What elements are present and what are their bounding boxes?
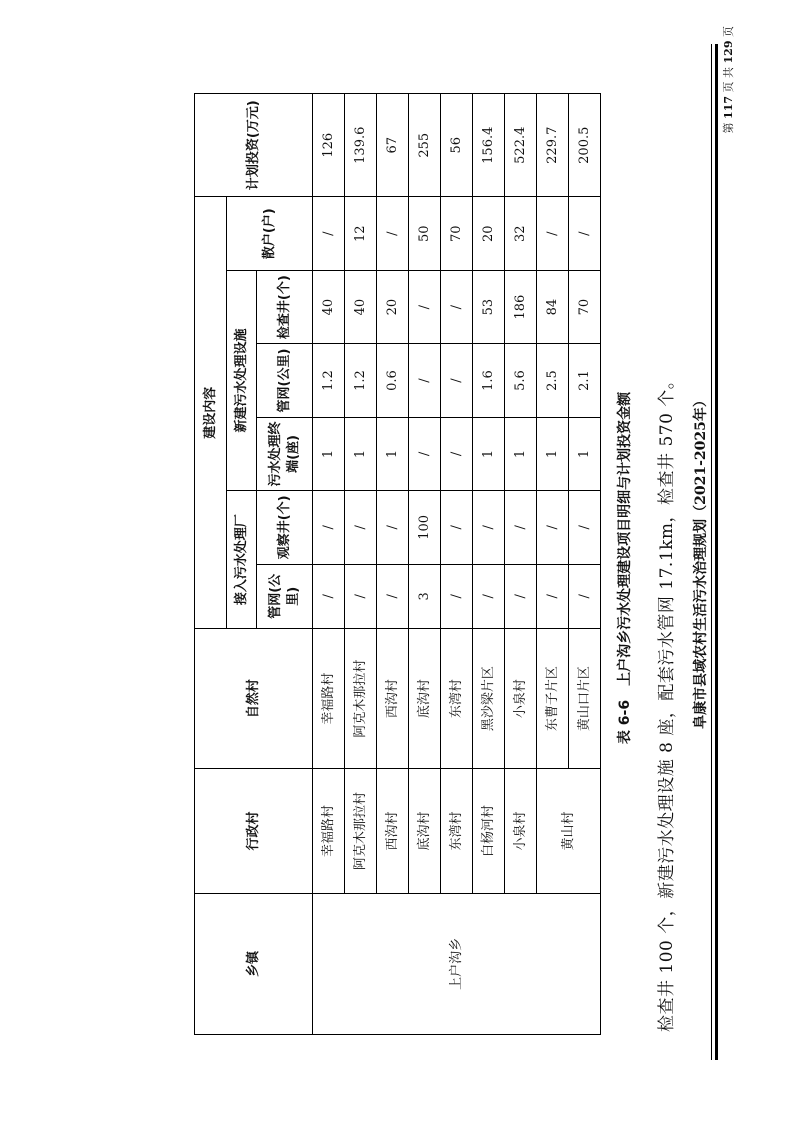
cell-scattered: / — [377, 197, 409, 270]
cell-natural-village: 阿克木那拉村 — [345, 629, 377, 769]
cell-terminal: 1 — [569, 417, 601, 490]
cell-observe-well: / — [569, 491, 601, 564]
cell-natural-village: 黄山口片区 — [569, 629, 601, 769]
cell-pipe-km-connect: / — [441, 564, 473, 629]
cell-inspect-well: 53 — [473, 270, 505, 343]
cell-terminal: / — [441, 417, 473, 490]
header-inspect-well: 检查井(个) — [257, 270, 313, 343]
cell-pipe-km-connect: 3 — [409, 564, 441, 629]
cell-investment: 67 — [377, 94, 409, 197]
cell-scattered: / — [569, 197, 601, 270]
cell-pipe-km-new: 5.6 — [505, 344, 537, 417]
cell-terminal: 1 — [377, 417, 409, 490]
header-connect-plant: 接入污水处理厂 — [227, 491, 257, 629]
header-admin-village: 行政村 — [195, 769, 313, 894]
table-caption-number: 表 6-6 — [617, 699, 633, 745]
cell-admin-village: 白杨河村 — [473, 769, 505, 894]
cell-township: 上户沟乡 — [313, 893, 601, 1034]
cell-investment: 522.4 — [505, 94, 537, 197]
cell-admin-village: 幸福路村 — [313, 769, 345, 894]
cell-observe-well: / — [313, 491, 345, 564]
cell-observe-well: / — [377, 491, 409, 564]
table-caption — [614, 0, 634, 1122]
cell-pipe-km-new: 0.6 — [377, 344, 409, 417]
cell-inspect-well: 70 — [569, 270, 601, 343]
header-natural-village: 自然村 — [195, 629, 313, 769]
cell-investment: 56 — [441, 94, 473, 197]
cell-pipe-km-new: 1.2 — [313, 344, 345, 417]
cell-scattered: 12 — [345, 197, 377, 270]
cell-terminal: 1 — [473, 417, 505, 490]
cell-observe-well: 100 — [409, 491, 441, 564]
cell-pipe-km-new: 1.6 — [473, 344, 505, 417]
cell-admin-village: 黄山村 — [537, 769, 601, 894]
cell-terminal: 1 — [537, 417, 569, 490]
cell-scattered: / — [313, 197, 345, 270]
header-scattered: 散户(户) — [227, 197, 313, 270]
cell-pipe-km-new: / — [441, 344, 473, 417]
cell-admin-village: 西沟村 — [377, 769, 409, 894]
header-pipe-km-connect: 管网(公里) — [257, 564, 313, 629]
cell-pipe-km-new: 1.2 — [345, 344, 377, 417]
cell-pipe-km-connect: / — [345, 564, 377, 629]
cell-inspect-well: 20 — [377, 270, 409, 343]
cell-admin-village: 东湾村 — [441, 769, 473, 894]
cell-investment: 139.6 — [345, 94, 377, 197]
cell-scattered: 32 — [505, 197, 537, 270]
cell-investment: 200.5 — [569, 94, 601, 197]
cell-inspect-well: 186 — [505, 270, 537, 343]
cell-natural-village: 东曹子片区 — [537, 629, 569, 769]
cell-inspect-well: 84 — [537, 270, 569, 343]
cell-scattered: 20 — [473, 197, 505, 270]
cell-pipe-km-connect: / — [505, 564, 537, 629]
cell-terminal: 1 — [313, 417, 345, 490]
page-number: 第 117 页 共 129 页 — [722, 26, 735, 134]
cell-natural-village: 黑沙梁片区 — [473, 629, 505, 769]
cell-investment: 255 — [409, 94, 441, 197]
investment-table — [194, 93, 600, 1035]
cell-admin-village: 阿克木那拉村 — [345, 769, 377, 894]
cell-natural-village: 底沟村 — [409, 629, 441, 769]
cell-scattered: 70 — [441, 197, 473, 270]
cell-observe-well: / — [537, 491, 569, 564]
header-terminal: 污水处理终端(座) — [257, 417, 313, 490]
cell-observe-well: / — [345, 491, 377, 564]
cell-pipe-km-connect: / — [537, 564, 569, 629]
cell-pipe-km-new: 2.5 — [537, 344, 569, 417]
cell-pipe-km-connect: / — [473, 564, 505, 629]
table-row — [313, 94, 345, 1035]
cell-admin-village: 小泉村 — [505, 769, 537, 894]
table-caption-title: 上户沟乡污水处理建设项目明细与计划投资金额 — [617, 391, 633, 686]
header-construction: 建设内容 — [195, 197, 227, 629]
cell-observe-well: / — [473, 491, 505, 564]
header-observe-well: 观察井(个) — [257, 491, 313, 564]
cell-observe-well: / — [441, 491, 473, 564]
cell-inspect-well: 40 — [313, 270, 345, 343]
header-new-facility: 新建污水处理设施 — [227, 270, 257, 490]
cell-pipe-km-connect: / — [569, 564, 601, 629]
cell-inspect-well: / — [441, 270, 473, 343]
cell-natural-village: 小泉村 — [505, 629, 537, 769]
cell-scattered: 50 — [409, 197, 441, 270]
cell-inspect-well: / — [409, 270, 441, 343]
cell-pipe-km-new: / — [409, 344, 441, 417]
cell-investment: 126 — [313, 94, 345, 197]
cell-admin-village: 底沟村 — [409, 769, 441, 894]
header-township: 乡镇 — [195, 893, 313, 1034]
cell-terminal: 1 — [345, 417, 377, 490]
cell-investment: 229.7 — [537, 94, 569, 197]
cell-natural-village: 幸福路村 — [313, 629, 345, 769]
cell-scattered: / — [537, 197, 569, 270]
cell-investment: 156.4 — [473, 94, 505, 197]
cell-observe-well: / — [505, 491, 537, 564]
header-rule-thin — [711, 44, 712, 1060]
header-investment: 计划投资(万元) — [195, 94, 313, 197]
cell-pipe-km-new: 2.1 — [569, 344, 601, 417]
table-header-row — [195, 94, 227, 1035]
cell-natural-village: 东湾村 — [441, 629, 473, 769]
document-header-title: 阜康市县域农村生活污水治理规划（2021-2025年） — [693, 393, 709, 729]
header-pipe-km-new: 管网(公里) — [257, 344, 313, 417]
intro-paragraph: 检查井 100 个，新建污水处理设施 8 座，配套污水管网 17.1km，检查井 570 个。 — [657, 371, 677, 1032]
header-rule-thick — [715, 44, 718, 1060]
cell-natural-village: 西沟村 — [377, 629, 409, 769]
cell-inspect-well: 40 — [345, 270, 377, 343]
cell-terminal: 1 — [505, 417, 537, 490]
cell-pipe-km-connect: / — [377, 564, 409, 629]
cell-pipe-km-connect: / — [313, 564, 345, 629]
cell-terminal: / — [409, 417, 441, 490]
